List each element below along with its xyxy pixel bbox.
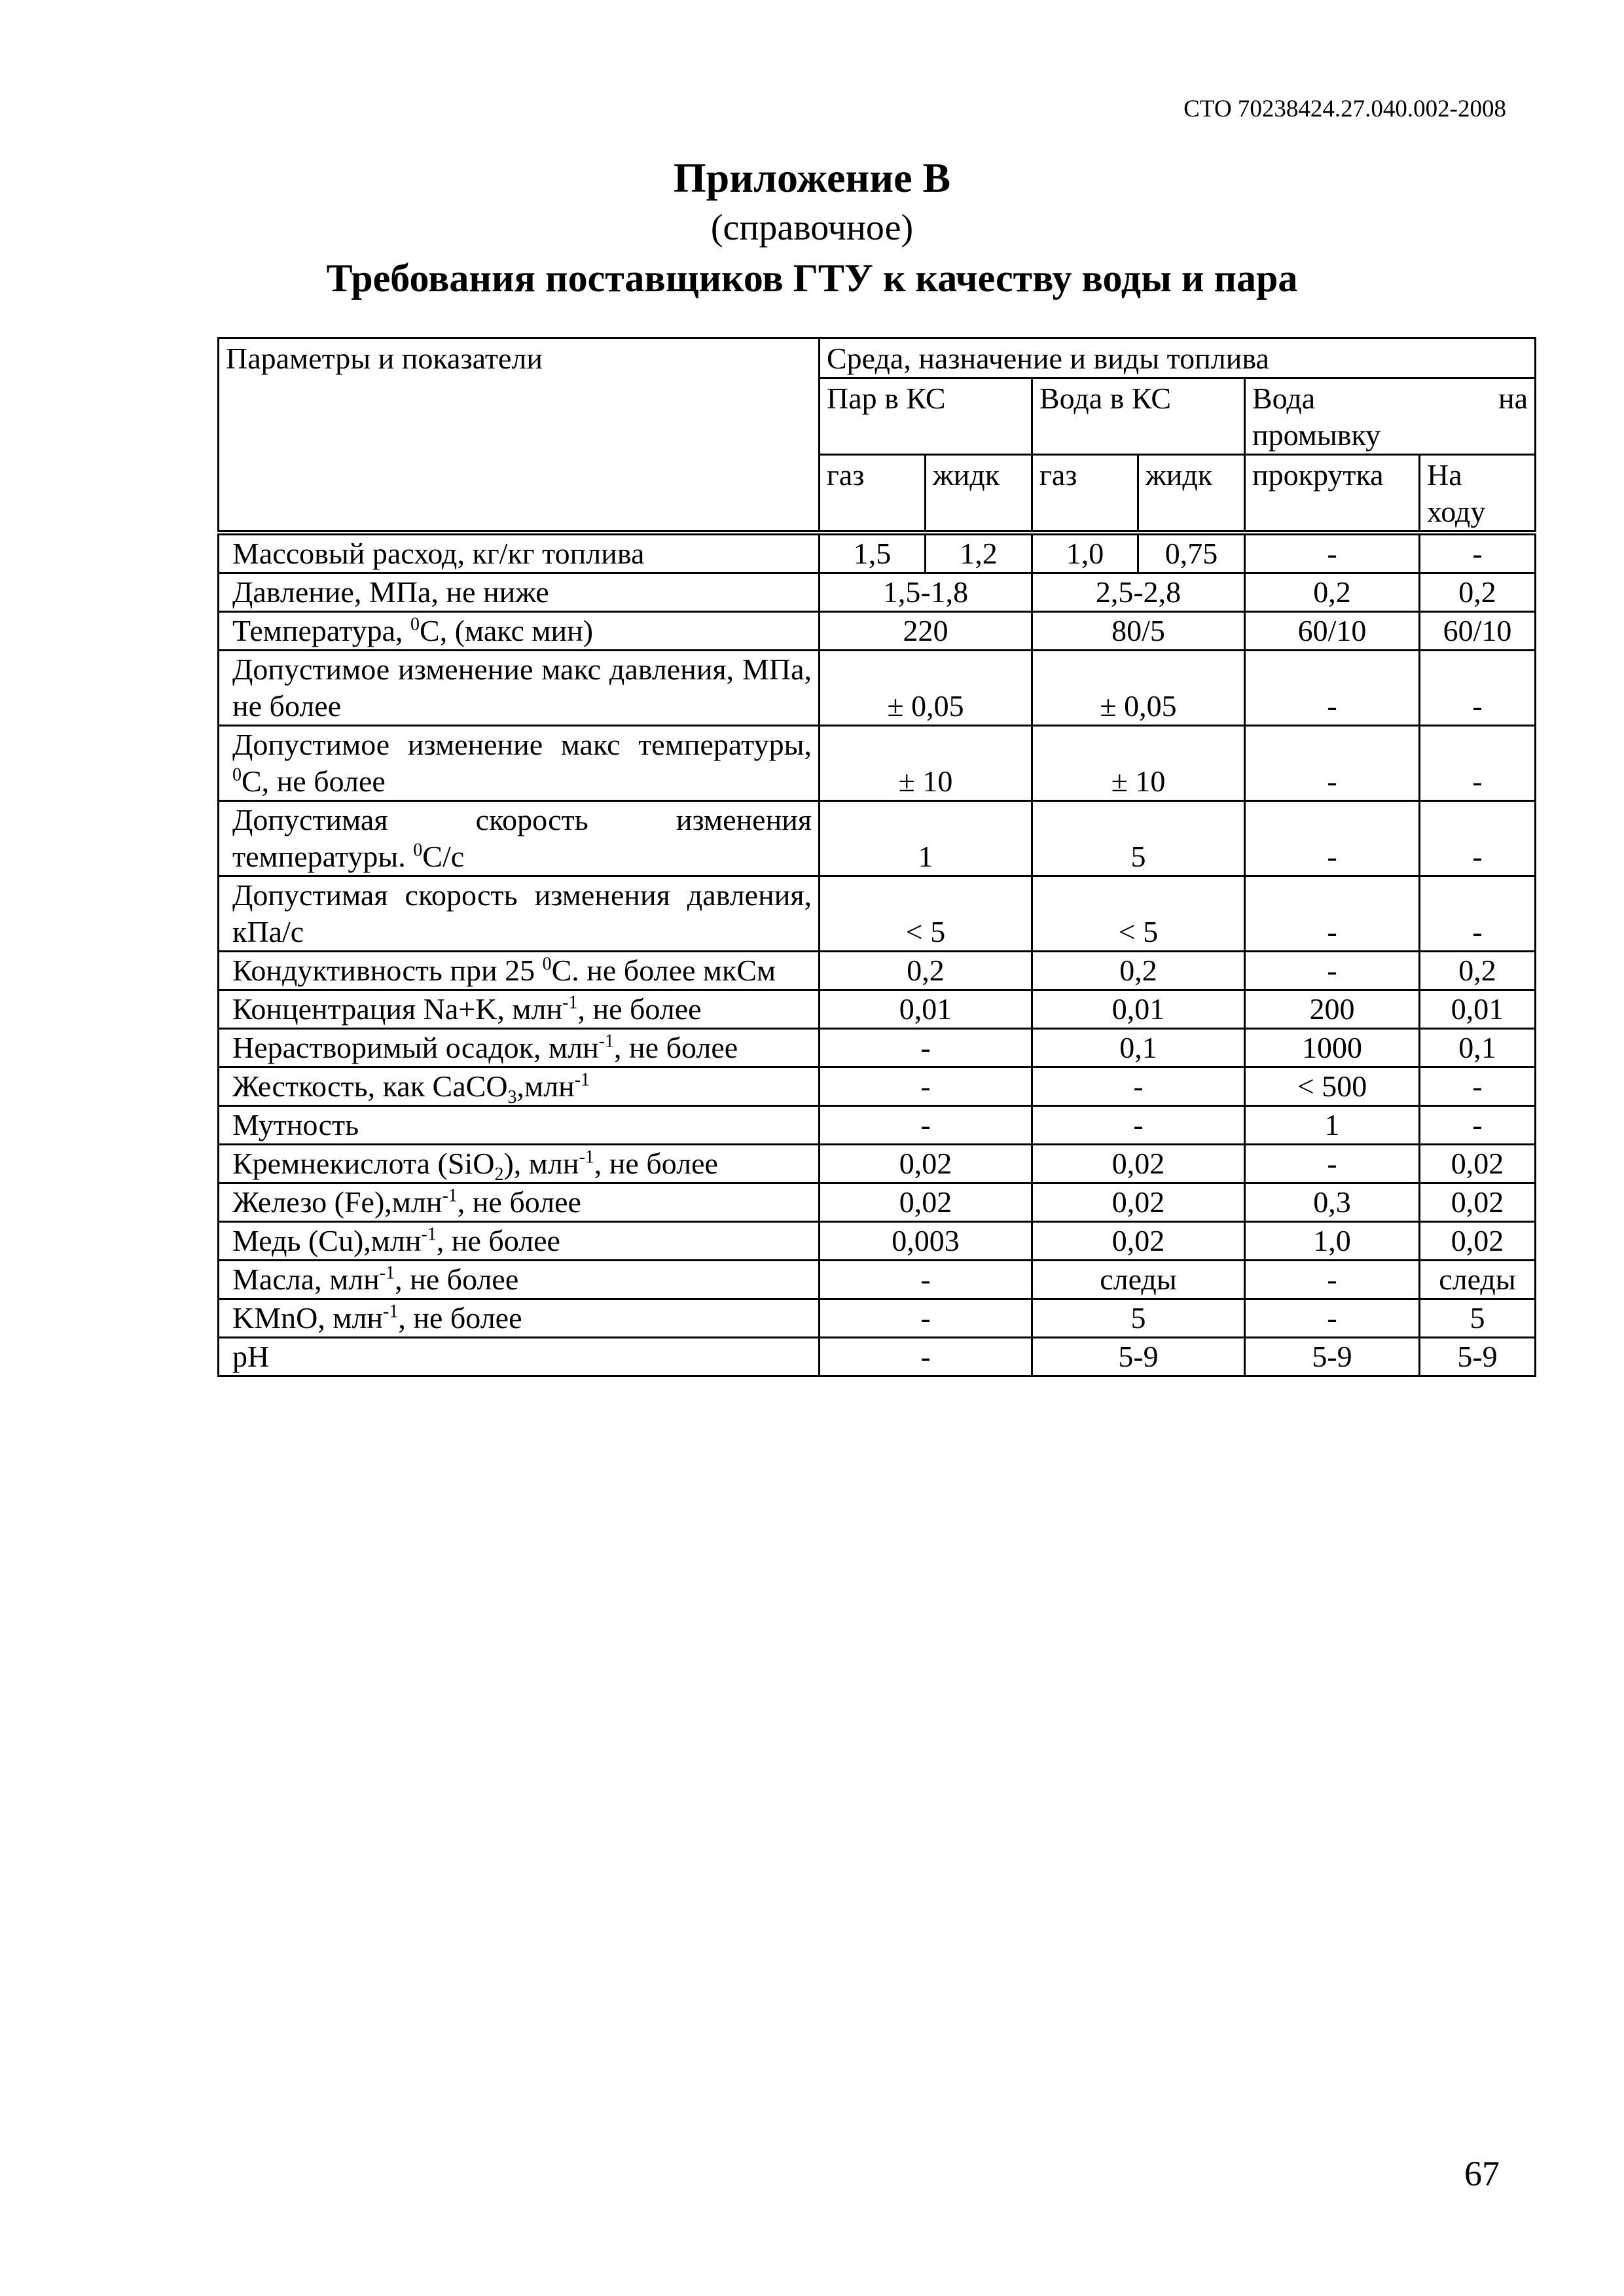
gas-header-1: газ (820, 455, 926, 533)
table-row: Допустимая скорость изменения давления, кПа/с < 5 < 5 - - (219, 876, 1536, 952)
annex-title: Приложение В (673, 154, 951, 201)
annex-caption: Требования поставщиков ГТУ к качеству воды и пара (326, 257, 1298, 300)
table-row: Кремнекислота (SiO$_2$), млн$^{-1}$, не более 0,02 0,02 - 0,02 (219, 1145, 1536, 1183)
table-row: Масла, млн$^{-1}$, не более - следы - следы (219, 1261, 1536, 1299)
table-row: Допустимая скорость изменения температуры. $^0$С/с 1 5 - - (219, 801, 1536, 876)
liquid-header-2: жидк (1138, 455, 1245, 533)
header-row-1 (219, 338, 1536, 378)
liquid-header-1: жидк (926, 455, 1032, 533)
table-row: Нерастворимый осадок, млн$^{-1}$, не более - 0,1 1000 0,1 (219, 1029, 1536, 1067)
table-row: Концентрация Na+K, млн$^{-1}$, не более 0,01 0,01 200 0,01 (219, 990, 1536, 1029)
table-row: Медь (Cu),млн$^{-1}$, не более 0,003 0,02 1,0 0,02 (219, 1222, 1536, 1261)
table-row: Жесткость, как CaCO$_3$,млн$^{-1}$ - - < 500 - (219, 1067, 1536, 1106)
table-row: Допустимое изменение макс температуры, $^0$С, не более ± 10 ± 10 - - (219, 726, 1536, 801)
table-row: Железо (Fe),млн$^{-1}$, не более 0,02 0,02 0,3 0,02 (219, 1183, 1536, 1222)
annex-heading (0, 152, 1624, 305)
gas-header-2: газ (1032, 455, 1138, 533)
document-code: СТО 70238424.27.040.002-2008 (1183, 96, 1506, 122)
table-row: Мутность - - 1 - (219, 1106, 1536, 1145)
water-cc-header: Вода в КС (1032, 378, 1245, 455)
table-row: Кондуктивность при 25 $^0$С. не более мкСм 0,2 0,2 - 0,2 (219, 952, 1536, 990)
medium-header: Среда, назначение и виды топлива (820, 338, 1536, 378)
crank-header: прокрутка (1245, 455, 1420, 533)
table-row: Массовый расход, кг/кг топлива 1,5 1,2 1,0 0,75 - - (219, 533, 1536, 573)
steam-cc-header: Пар в КС (820, 378, 1032, 455)
table-row: Допустимое изменение макс давления, МПа, не более ± 0,05 ± 0,05 - - (219, 651, 1536, 726)
table-row: KMnO, млн$^{-1}$, не более - 5 - 5 (219, 1299, 1536, 1338)
params-header: Параметры и показатели (219, 338, 820, 533)
on-the-go-header: На ходу (1420, 455, 1536, 533)
water-wash-header: Вода на промывку (1245, 378, 1536, 455)
annex-subtitle: (справочное) (710, 207, 914, 248)
table-row: pH - 5-9 5-9 5-9 (219, 1338, 1536, 1376)
page-number: 67 (1464, 2154, 1500, 2193)
table-row: Температура, $^0$С, (макс мин) 220 80/5 60/10 60/10 (219, 612, 1536, 651)
requirements-table (217, 337, 1536, 1377)
table-row: Давление, МПа, не ниже 1,5-1,8 2,5-2,8 0,2 0,2 (219, 573, 1536, 612)
